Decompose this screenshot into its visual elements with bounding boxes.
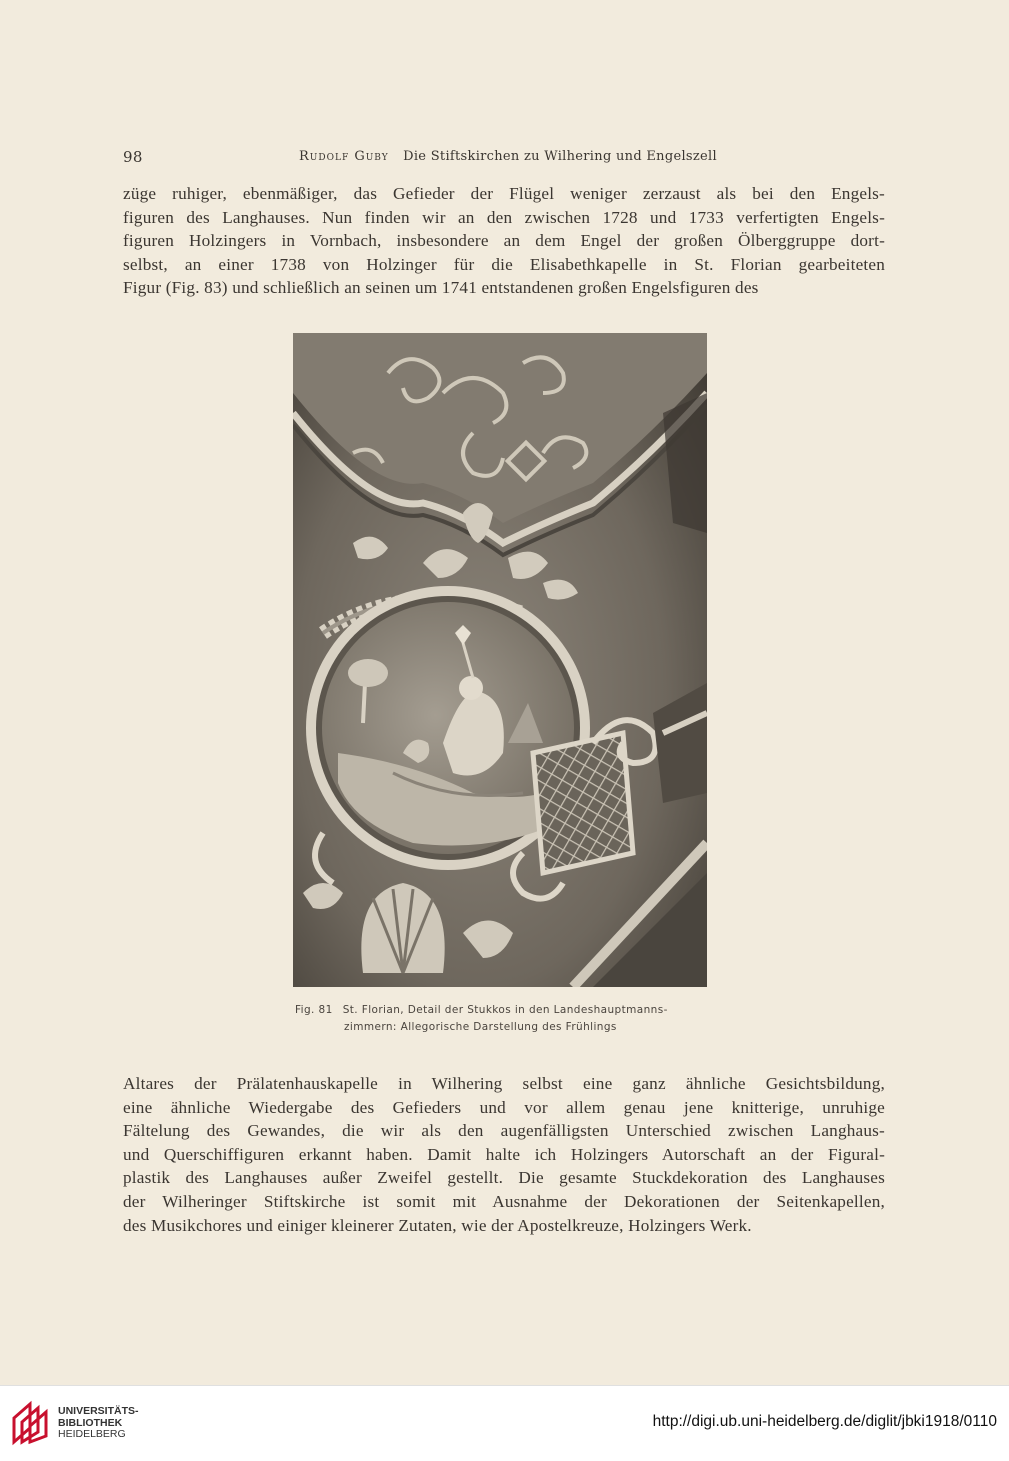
text-line: des Musikchores und einiger kleinerer Zutaten, wie der Apostelkreuze, Holzingers Werk. [123,1215,752,1235]
library-line-3: HEIDELBERG [58,1428,126,1440]
caption-text-1: St. Florian, Detail der Stukkos in den Landeshauptmanns- [342,1004,668,1016]
text-line: der Wilheringer Stiftskirche ist somit mit Ausnahme der Dekorationen der Seitenkapellen, [123,1191,885,1211]
figure-number: Fig. 81 [295,1004,333,1016]
text-line: figuren Holzingers in Vornbach, insbesondere an dem Engel der großen Ölberggruppe dort- [123,231,885,251]
library-line-1: UNIVERSITÄTS- [58,1405,139,1417]
text-line: züge ruhiger, ebenmäßiger, das Gefieder der Flügel weniger zerzaust als bei den Engels- [123,184,885,203]
paragraph-bottom [123,1072,885,1237]
stucco-relief-image [293,333,707,987]
text-line: und Querschiffiguren erkannt haben. Damit halte ich Holzingers Autorschaft an der Figural- [123,1144,885,1164]
text-line: Figur (Fig. 83) und schließlich an seinen um 1741 entstandenen großen Engelsfiguren des [123,278,759,298]
figure-photograph [293,333,707,987]
paragraph-top [123,182,885,300]
caption-line-2: zimmern: Allegorische Darstellung des Frühlings [344,1021,617,1033]
library-name [58,1406,139,1441]
text-line: eine ähnliche Wiedergabe des Gefieders und vor allem genau jene knitterige, unruhige [123,1097,885,1117]
library-logo-icon [10,1398,52,1446]
footer-bar [0,1385,1009,1461]
text-line: Fältelung des Gewandes, die wir als den augenfälligsten Unterschied zwischen Langhaus- [123,1121,885,1141]
text-line: plastik des Langhauses außer Zweifel gestellt. Die gesamte Stuckdekoration des Langhauses [123,1168,885,1188]
library-line-2: BIBLIOTHEK [58,1416,123,1429]
author-name: Rudolf Guby [299,149,389,164]
text-line: selbst, an einer 1738 von Holzinger für die Elisabethkapelle in St. Florian gearbeiteten [123,254,885,274]
page-number: 98 [123,148,143,166]
digital-library-url[interactable]: http://digi.ub.uni-heidelberg.de/diglit/jbki1918/0110 [652,1413,997,1430]
running-title [299,149,717,164]
book-title: Die Stiftskirchen zu Wilhering und Engelszell [403,149,717,164]
text-line: Altares der Prälatenhauskapelle in Wilhering selbst eine ganz ähnliche Gesichtsbildung, [123,1074,885,1093]
text-line: figuren des Langhauses. Nun finden wir an den zwischen 1728 und 1733 verfertigten Engels- [123,207,885,227]
figure-caption [295,1002,715,1036]
caption-line-1 [295,1002,715,1019]
